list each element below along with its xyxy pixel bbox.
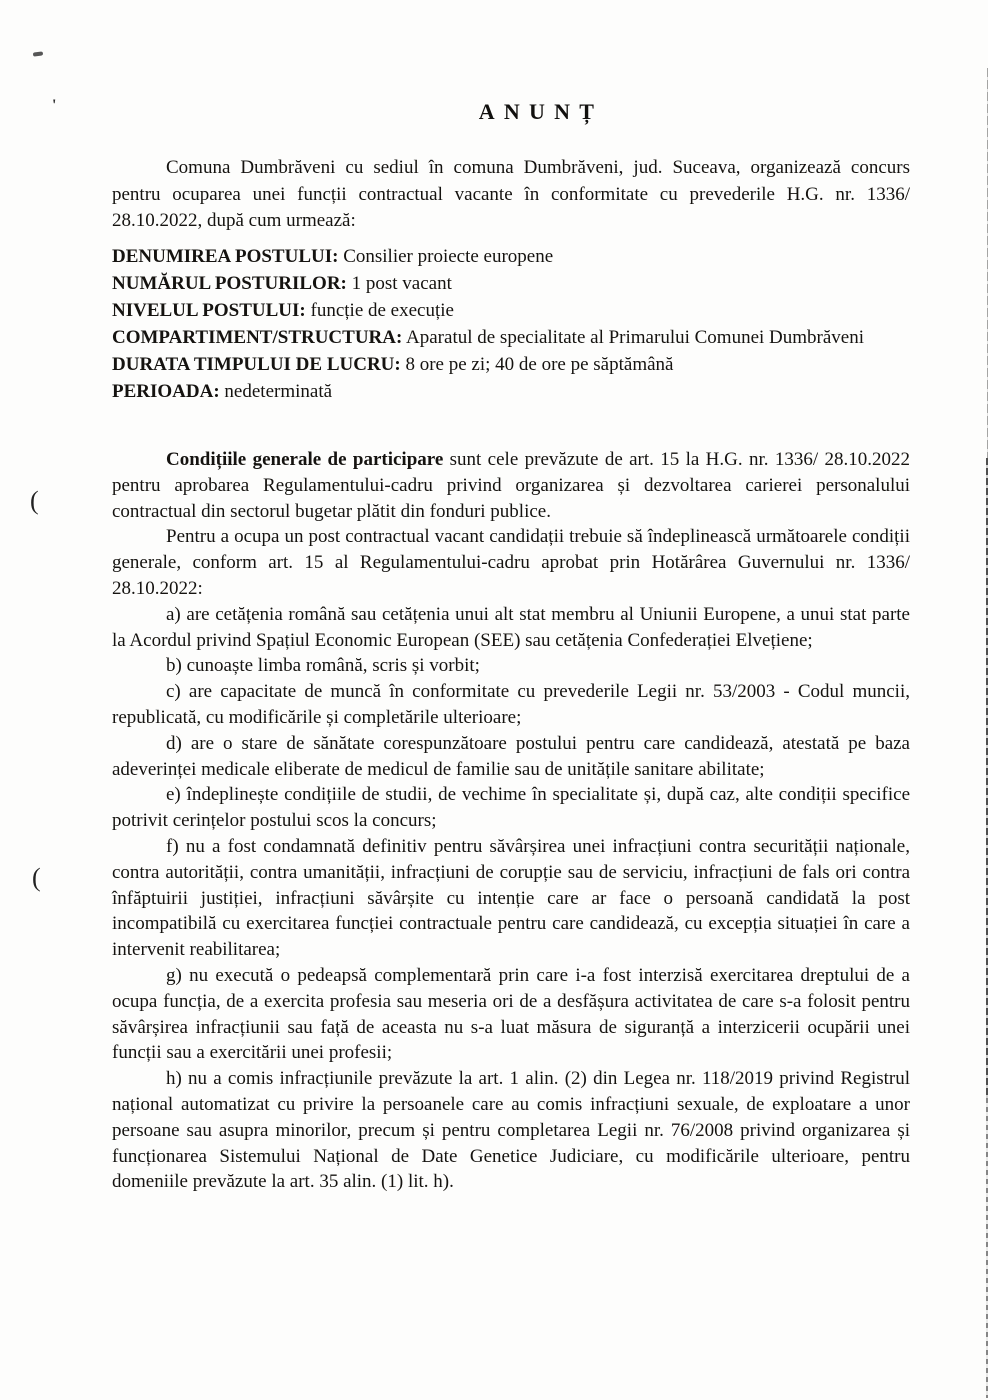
condition-item-e: e) îndeplinește condițiile de studii, de vechime în specialitate și, după caz, alte condiții specifice potrivit cerințelor postului scos la concurs; bbox=[112, 784, 910, 832]
job-detail-value: nedeterminată bbox=[219, 381, 333, 402]
condition-item-h: h) nu a comis infracțiunile prevăzute la art. 1 alin. (2) din Legea nr. 118/2019 privind Registrul național automatizat cu privire la persoanele care au comis infracțiuni sexuale, de exploatare a unor persoane sau asupra minorilor, precum și pentru completarea Legii nr. 76/2008 privind organizarea și funcționarea Sistemului Național de Date Genetice Judiciare, cu modificările ulterioare, pentru domeniile prevăzute la art. 35 alin. (1) lit. h). bbox=[112, 1068, 910, 1193]
condition-item-a: a) are cetățenia română sau cetățenia unui alt stat membru al Uniunii Europene, a unui stat parte la Acordul privind Spațiul Economic European (SEE) sau cetățenia Confederației Elvețiene; bbox=[112, 603, 910, 651]
job-details-list bbox=[112, 243, 910, 405]
conditions-general-lead: Condițiile generale de participare bbox=[166, 449, 444, 470]
conditions-general-paragraph bbox=[112, 447, 910, 524]
job-detail-label: DENUMIREA POSTULUI: bbox=[112, 246, 339, 267]
conditions-general-rest: sunt cele prevăzute de art. 15 la H.G. nr. 1336/ 28.10.2022 pentru aprobarea Regulamentului-cadru privind organizarea și dezvoltarea carierei personalului contractual din sectorul bugetar plătit din fonduri publice. bbox=[112, 449, 910, 522]
intro-paragraph: Comuna Dumbrăveni cu sediul în comuna Dumbrăveni, jud. Suceava, organizează concurs pentru ocuparea unei funcții contractual vacante în conformitate cu prevederile H.G. nr. 1336/ 28.10.2022, după cum urmează: bbox=[112, 157, 910, 231]
condition-item-c: c) are capacitate de muncă în conformitate cu prevederile Legii nr. 53/2003 - Codul muncii, republicată, cu modificările și completările ulterioare; bbox=[112, 681, 910, 728]
job-detail-value: funcție de execuție bbox=[305, 300, 454, 321]
job-detail-label: COMPARTIMENT/STRUCTURA: bbox=[112, 327, 403, 348]
condition-item-g: g) nu execută o pedeapsă complementară prin care i-a fost interzisă exercitarea dreptului de a ocupa funcția, de a exercita profesia sau meseria ori de a desfășura activitatea de care s-a folosit pentru săvârșirea infracțiunii sau față de aceasta nu s-a luat măsura de siguranță a interzicerii ocupării unei funcții sau a exercitării unei profesii; bbox=[112, 964, 910, 1064]
job-detail-row-numarul bbox=[112, 270, 910, 297]
job-detail-value: 1 post vacant bbox=[346, 273, 452, 294]
job-detail-value: 8 ore pe zi; 40 de ore pe săptămână bbox=[400, 354, 674, 375]
job-detail-label: NIVELUL POSTULUI: bbox=[112, 300, 306, 321]
job-detail-label: NUMĂRUL POSTURILOR: bbox=[112, 273, 347, 294]
job-detail-value: Aparatul de specialitate al Primarului Comunei Dumbrăveni bbox=[402, 327, 865, 348]
scan-tick-mark: ' bbox=[52, 97, 57, 114]
condition-item-d: d) are o stare de sănătate corespunzătoare postului pentru care candidează, atestată pe baza adeverinței medicale eliberate de medicul de familie sau de unitățile sanitare abilitate; bbox=[112, 732, 910, 780]
margin-paren-artifact-bottom: ( bbox=[32, 863, 41, 892]
job-detail-label: DURATA TIMPULUI DE LUCRU: bbox=[112, 354, 401, 375]
job-detail-row-perioada bbox=[112, 378, 910, 405]
condition-item-f: f) nu a fost condamnată definitiv pentru săvârșirea unei infracțiuni contra securității naționale, contra autorității, contra umanității, infracțiuni de corupție sau de serviciu, infracțiuni de fals ori contra înfăptuirii justiției, infracțiuni săvârșite cu intenție care ar face o persoană candidată la post incompatibilă cu exercitarea funcției contractuale pentru care candidează, cu excepția situației în care a intervenit reabilitarea; bbox=[112, 835, 910, 961]
job-detail-value: Consilier proiecte europene bbox=[338, 246, 554, 267]
conditions-occupy-paragraph: Pentru a ocupa un post contractual vacant candidații trebuie să îndeplinească următoarele condiții generale, conform art. 15 al Regulamentului-cadru aprobat prin Hotărârea Guvernului nr. 1336/ 28.10.2022: bbox=[112, 526, 910, 599]
page-title: ANUNȚ bbox=[478, 99, 604, 124]
job-detail-row-nivelul bbox=[112, 297, 910, 324]
job-detail-row-denumirea bbox=[112, 243, 910, 270]
scan-smudge-mark bbox=[33, 51, 43, 56]
job-detail-row-durata bbox=[112, 351, 910, 378]
job-detail-label: PERIOADA: bbox=[112, 381, 220, 402]
condition-item-b: b) cunoaște limba română, scris și vorbit; bbox=[166, 655, 480, 677]
margin-paren-artifact-top: ( bbox=[30, 486, 39, 515]
conditions-section bbox=[112, 447, 910, 1195]
job-detail-row-compartiment bbox=[112, 324, 910, 351]
